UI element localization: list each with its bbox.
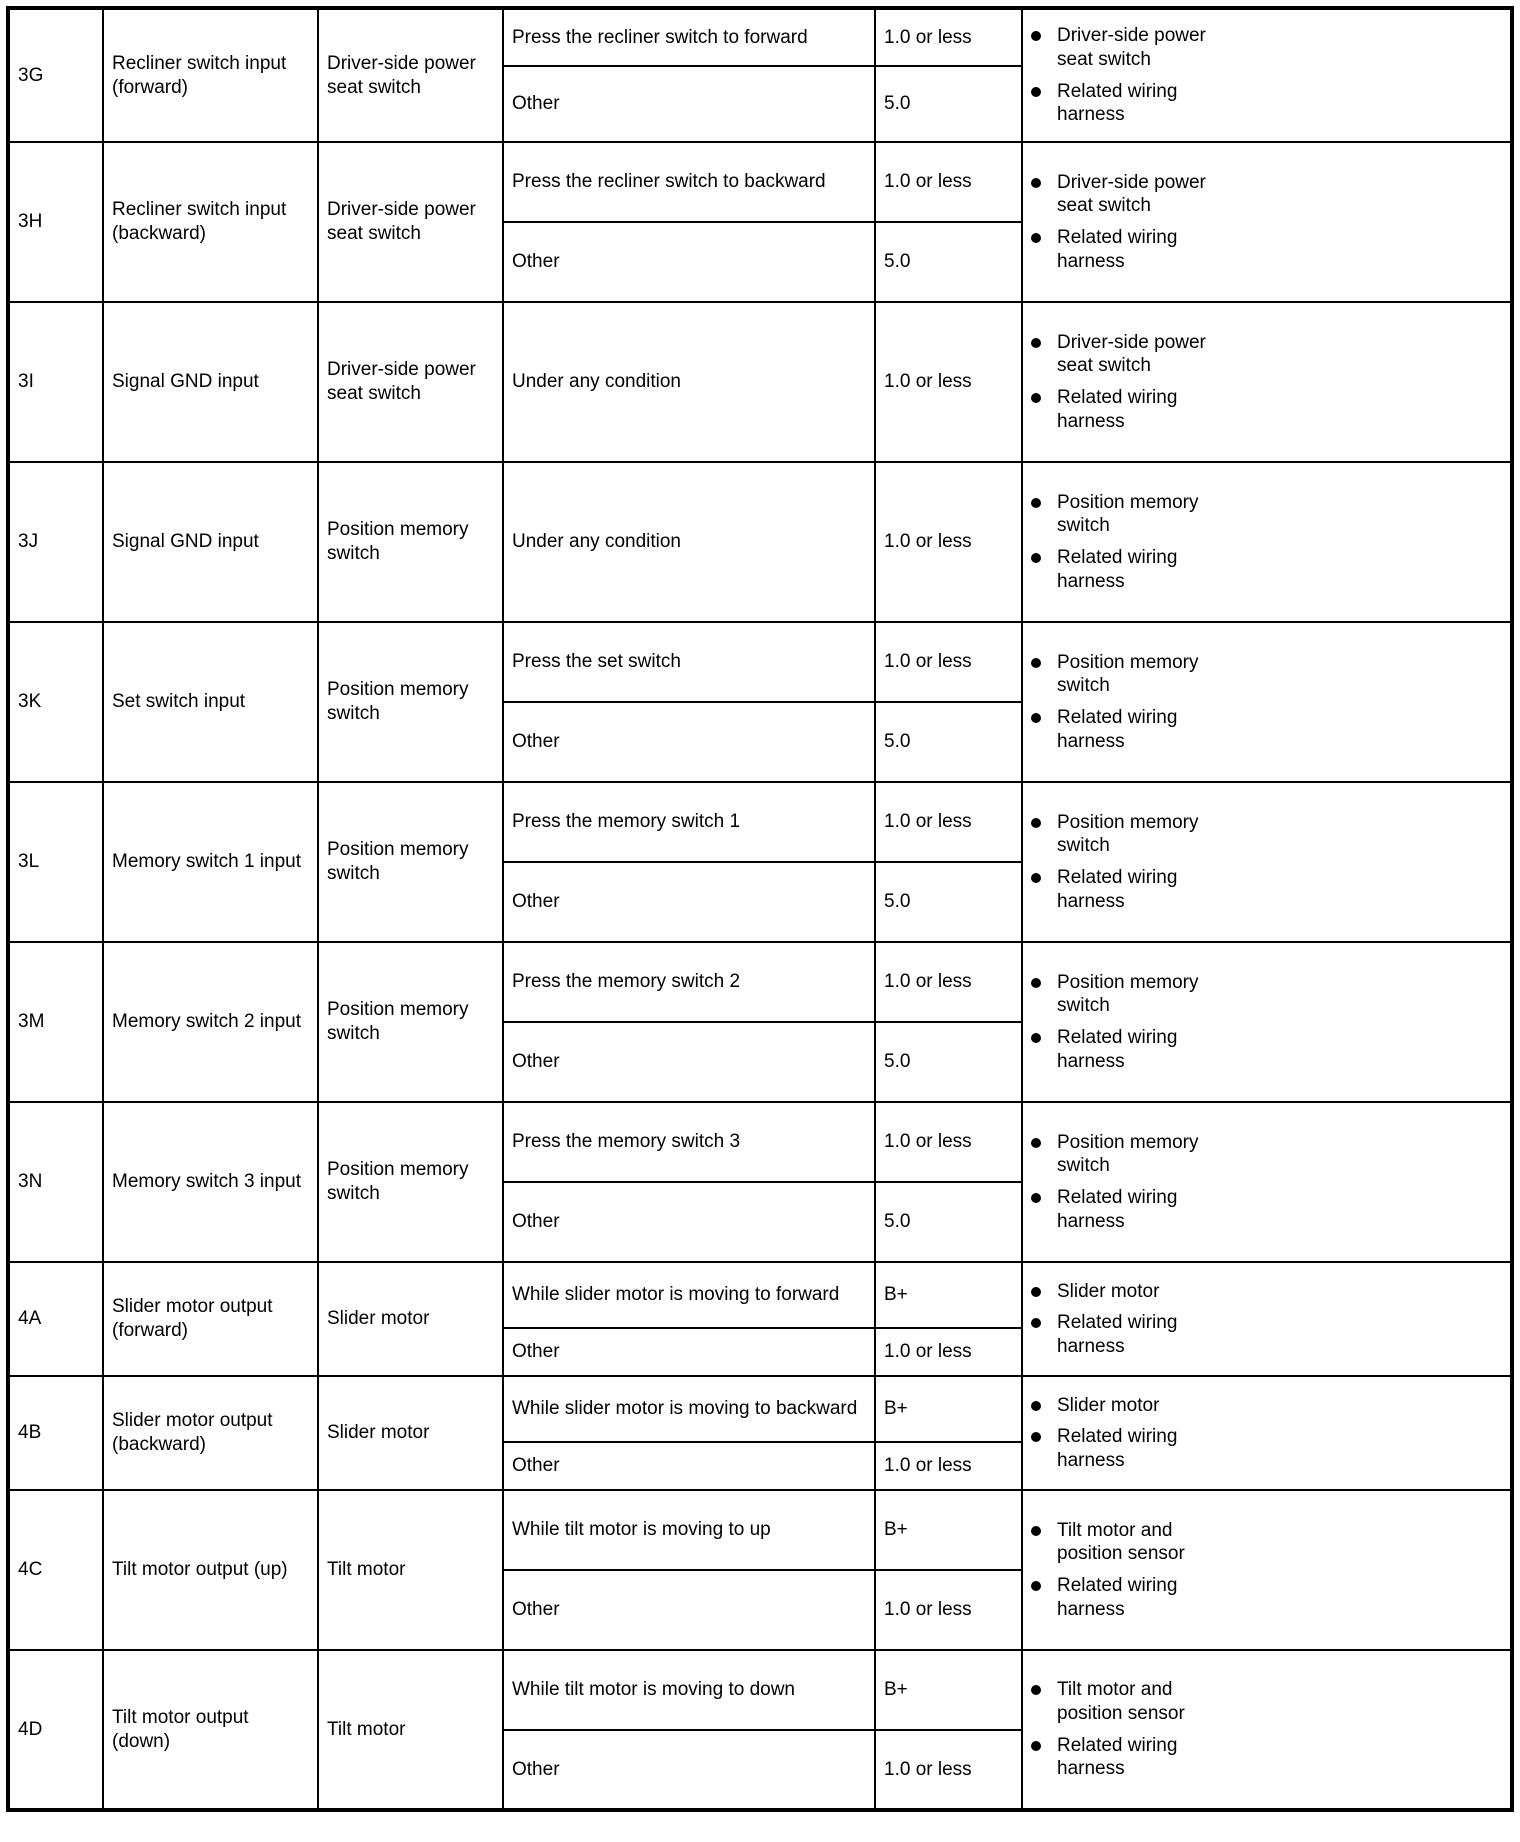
signal-cell: Slider motor output (backward): [103, 1376, 318, 1490]
bullet-icon: [1031, 31, 1041, 41]
voltage-cell: 1.0 or less: [875, 1328, 1022, 1376]
condition-cell: While slider motor is moving to backward: [503, 1376, 875, 1442]
inspection-text: Driver-side power seat switch: [1057, 331, 1206, 377]
condition-cell: Press the memory switch 1: [503, 782, 875, 862]
condition-cell: While tilt motor is moving to down: [503, 1650, 875, 1730]
table-row: [8, 8, 1512, 66]
inspection-text: Related wiring harness: [1057, 1426, 1178, 1471]
inspection-cell: [1022, 1102, 1512, 1262]
condition-cell: Under any condition: [503, 302, 875, 462]
terminal-cell: 4D: [8, 1650, 103, 1810]
inspection-text: Related wiring harness: [1057, 867, 1178, 912]
inspection-cell: [1022, 1262, 1512, 1376]
voltage-cell: 5.0: [875, 702, 1022, 782]
bullet-icon: [1031, 1033, 1041, 1043]
signal-cell: Slider motor output (forward): [103, 1262, 318, 1376]
inspection-cell: [1022, 1490, 1512, 1650]
inspection-text: Position memory switch: [1057, 651, 1199, 697]
condition-cell: Press the memory switch 3: [503, 1102, 875, 1182]
condition-cell: Other: [503, 1182, 875, 1262]
condition-cell: Press the recliner switch to backward: [503, 142, 875, 222]
inspection-text: Tilt motor and position sensor: [1057, 1519, 1185, 1565]
inspection-text: Position memory switch: [1057, 811, 1199, 857]
bullet-icon: [1031, 1318, 1041, 1328]
table-row: [8, 1650, 1512, 1730]
inspection-text: Slider motor: [1057, 1394, 1160, 1416]
inspection-item: [1031, 651, 1500, 698]
voltage-cell: 1.0 or less: [875, 1570, 1022, 1650]
condition-cell: Other: [503, 1570, 875, 1650]
inspection-cell: [1022, 622, 1512, 782]
table-row: [8, 1376, 1512, 1442]
inspection-text: Related wiring harness: [1057, 227, 1178, 272]
inspection-text: Tilt motor and position sensor: [1057, 1679, 1185, 1724]
bullet-icon: [1031, 1193, 1041, 1203]
voltage-cell: 5.0: [875, 862, 1022, 942]
connected-cell: Position memory switch: [318, 942, 503, 1102]
bullet-icon: [1031, 178, 1041, 188]
inspection-text: Position memory switch: [1057, 491, 1199, 537]
terminal-cell: 4B: [8, 1376, 103, 1490]
inspection-cell: [1022, 942, 1512, 1102]
signal-cell: Tilt motor output (down): [103, 1650, 318, 1810]
inspection-text: Related wiring harness: [1057, 707, 1178, 752]
condition-cell: Other: [503, 222, 875, 302]
inspection-item: [1031, 1678, 1500, 1725]
table-row: [8, 1102, 1512, 1182]
bullet-icon: [1031, 393, 1041, 403]
inspection-cell: [1022, 8, 1512, 142]
condition-cell: Press the recliner switch to forward: [503, 8, 875, 66]
condition-cell: Press the set switch: [503, 622, 875, 702]
signal-cell: Signal GND input: [103, 462, 318, 622]
bullet-icon: [1031, 1685, 1041, 1695]
inspection-item: [1031, 331, 1500, 378]
inspection-item: [1031, 1131, 1500, 1178]
bullet-icon: [1031, 498, 1041, 508]
bullet-icon: [1031, 978, 1041, 988]
terminal-cell: 3L: [8, 782, 103, 942]
voltage-cell: 1.0 or less: [875, 8, 1022, 66]
inspection-text: Driver-side power seat switch: [1057, 171, 1206, 217]
signal-cell: Memory switch 2 input: [103, 942, 318, 1102]
inspection-item: [1031, 866, 1500, 913]
voltage-cell: B+: [875, 1262, 1022, 1328]
inspection-item: [1031, 1280, 1500, 1304]
inspection-item: [1031, 1026, 1500, 1073]
inspection-cell: [1022, 302, 1512, 462]
connected-cell: Position memory switch: [318, 782, 503, 942]
signal-cell: Signal GND input: [103, 302, 318, 462]
terminal-voltage-table: [6, 6, 1514, 1812]
terminal-cell: 4A: [8, 1262, 103, 1376]
inspection-text: Related wiring harness: [1057, 547, 1178, 592]
bullet-icon: [1031, 1287, 1041, 1297]
voltage-cell: 5.0: [875, 66, 1022, 142]
condition-cell: Other: [503, 1730, 875, 1810]
terminal-cell: 3J: [8, 462, 103, 622]
inspection-text: Related wiring harness: [1057, 80, 1178, 126]
bullet-icon: [1031, 553, 1041, 563]
inspection-text: Related wiring harness: [1057, 1734, 1178, 1780]
terminal-cell: 3G: [8, 8, 103, 142]
voltage-cell: 1.0 or less: [875, 462, 1022, 622]
inspection-text: Position memory switch: [1057, 971, 1199, 1017]
condition-cell: Other: [503, 1022, 875, 1102]
signal-cell: Memory switch 3 input: [103, 1102, 318, 1262]
voltage-cell: B+: [875, 1490, 1022, 1570]
inspection-item: [1031, 1186, 1500, 1233]
connected-cell: Position memory switch: [318, 1102, 503, 1262]
inspection-item: [1031, 24, 1500, 71]
inspection-text: Slider motor: [1057, 1280, 1160, 1302]
table-row: [8, 142, 1512, 222]
bullet-icon: [1031, 233, 1041, 243]
table-row: [8, 942, 1512, 1022]
connected-cell: Tilt motor: [318, 1650, 503, 1810]
bullet-icon: [1031, 87, 1041, 97]
connected-cell: Driver-side power seat switch: [318, 8, 503, 142]
table-row: [8, 782, 1512, 862]
inspection-item: [1031, 1734, 1500, 1781]
terminal-cell: 3I: [8, 302, 103, 462]
signal-cell: Recliner switch input (backward): [103, 142, 318, 302]
inspection-text: Related wiring harness: [1057, 1187, 1178, 1232]
inspection-text: Related wiring harness: [1057, 1312, 1178, 1357]
inspection-item: [1031, 971, 1500, 1018]
voltage-cell: 1.0 or less: [875, 1102, 1022, 1182]
bullet-icon: [1031, 818, 1041, 828]
condition-cell: While tilt motor is moving to up: [503, 1490, 875, 1570]
inspection-cell: [1022, 1650, 1512, 1810]
voltage-cell: 1.0 or less: [875, 302, 1022, 462]
connected-cell: Position memory switch: [318, 622, 503, 782]
bullet-icon: [1031, 1401, 1041, 1411]
inspection-cell: [1022, 462, 1512, 622]
condition-cell: Other: [503, 66, 875, 142]
voltage-cell: 1.0 or less: [875, 622, 1022, 702]
connected-cell: Driver-side power seat switch: [318, 142, 503, 302]
inspection-item: [1031, 546, 1500, 593]
bullet-icon: [1031, 873, 1041, 883]
connected-cell: Position memory switch: [318, 462, 503, 622]
signal-cell: Set switch input: [103, 622, 318, 782]
inspection-cell: [1022, 1376, 1512, 1490]
condition-cell: Other: [503, 702, 875, 782]
bullet-icon: [1031, 1526, 1041, 1536]
terminal-cell: 3N: [8, 1102, 103, 1262]
table-row: [8, 302, 1512, 462]
voltage-cell: 1.0 or less: [875, 942, 1022, 1022]
signal-cell: Memory switch 1 input: [103, 782, 318, 942]
table-row: [8, 1490, 1512, 1570]
terminal-cell: 3M: [8, 942, 103, 1102]
bullet-icon: [1031, 658, 1041, 668]
voltage-cell: 1.0 or less: [875, 1442, 1022, 1490]
bullet-icon: [1031, 713, 1041, 723]
inspection-text: Related wiring harness: [1057, 1027, 1178, 1072]
table-row: [8, 462, 1512, 622]
signal-cell: Tilt motor output (up): [103, 1490, 318, 1650]
condition-cell: While slider motor is moving to forward: [503, 1262, 875, 1328]
inspection-cell: [1022, 142, 1512, 302]
inspection-item: [1031, 491, 1500, 538]
bullet-icon: [1031, 1432, 1041, 1442]
inspection-item: [1031, 811, 1500, 858]
terminal-cell: 4C: [8, 1490, 103, 1650]
condition-cell: Other: [503, 1328, 875, 1376]
terminal-cell: 3K: [8, 622, 103, 782]
condition-cell: Other: [503, 862, 875, 942]
bullet-icon: [1031, 1581, 1041, 1591]
connected-cell: Slider motor: [318, 1262, 503, 1376]
voltage-cell: B+: [875, 1376, 1022, 1442]
bullet-icon: [1031, 338, 1041, 348]
voltage-cell: 1.0 or less: [875, 782, 1022, 862]
condition-cell: Other: [503, 1442, 875, 1490]
inspection-text: Driver-side power seat switch: [1057, 25, 1206, 70]
inspection-item: [1031, 1311, 1500, 1358]
inspection-item: [1031, 80, 1500, 127]
inspection-text: Position memory switch: [1057, 1131, 1199, 1177]
table-row: [8, 1262, 1512, 1328]
bullet-icon: [1031, 1741, 1041, 1751]
voltage-cell: 1.0 or less: [875, 142, 1022, 222]
inspection-item: [1031, 706, 1500, 753]
connected-cell: Tilt motor: [318, 1490, 503, 1650]
inspection-text: Related wiring harness: [1057, 387, 1178, 432]
signal-cell: Recliner switch input (forward): [103, 8, 318, 142]
condition-cell: Under any condition: [503, 462, 875, 622]
terminal-cell: 3H: [8, 142, 103, 302]
voltage-cell: B+: [875, 1650, 1022, 1730]
connected-cell: Driver-side power seat switch: [318, 302, 503, 462]
inspection-item: [1031, 1394, 1500, 1418]
inspection-item: [1031, 1425, 1500, 1472]
bullet-icon: [1031, 1138, 1041, 1148]
voltage-cell: 1.0 or less: [875, 1730, 1022, 1810]
table-row: [8, 622, 1512, 702]
voltage-cell: 5.0: [875, 1182, 1022, 1262]
voltage-cell: 5.0: [875, 222, 1022, 302]
inspection-item: [1031, 226, 1500, 273]
condition-cell: Press the memory switch 2: [503, 942, 875, 1022]
inspection-item: [1031, 1519, 1500, 1566]
inspection-item: [1031, 1574, 1500, 1621]
voltage-cell: 5.0: [875, 1022, 1022, 1102]
inspection-cell: [1022, 782, 1512, 942]
inspection-item: [1031, 386, 1500, 433]
inspection-text: Related wiring harness: [1057, 1575, 1178, 1620]
connected-cell: Slider motor: [318, 1376, 503, 1490]
inspection-item: [1031, 171, 1500, 218]
